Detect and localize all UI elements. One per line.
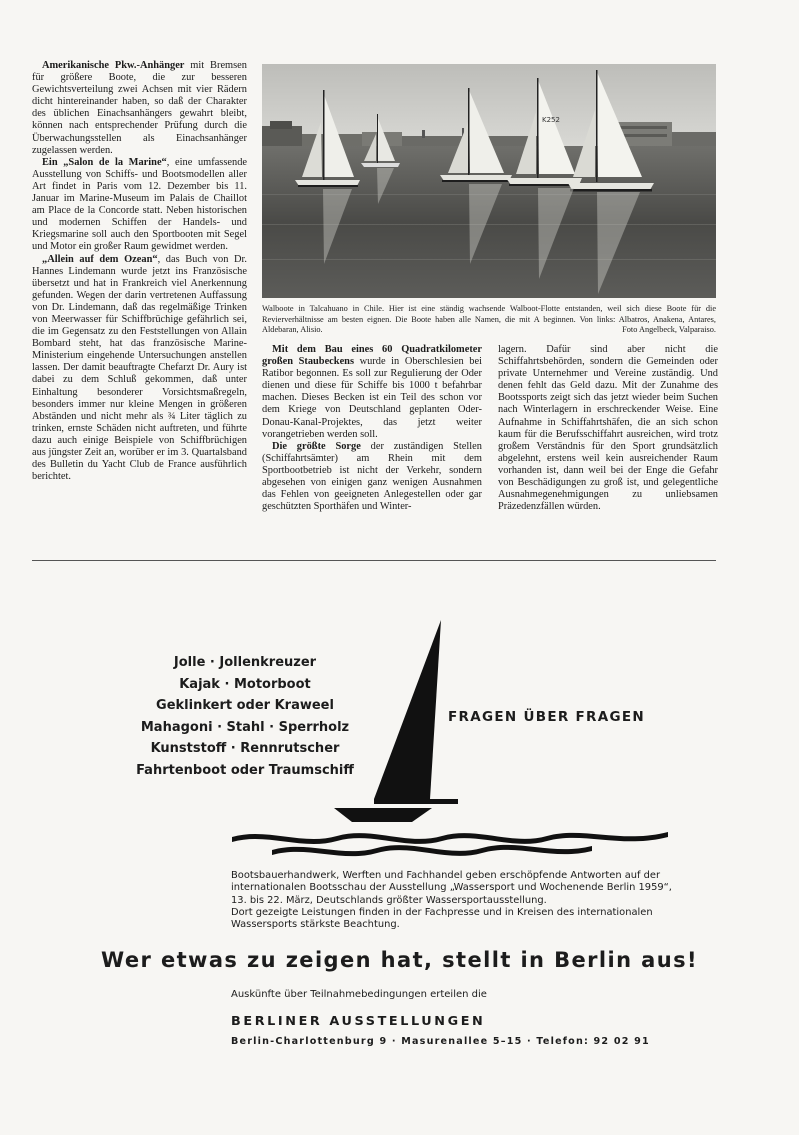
- paragraph-salon: Ein „Salon de la Marine“, eine umfassende Ausstellung von Schiffs- und Bootsmodellen aller Art findet in Paris vom 12. Dezember bis 11. Januar im Marine-Museum im Palais de Chaillot am Place de la Concorde statt. Neben historischen und modernen Schiffen der Handels- und Kriegsmarine soll auch den Sportbooten mit Segel und Motor ein großer Raum gewidmet werden.: [32, 156, 248, 253]
- ad-body-line: Bootsbauerhandwerk, Werften und Fachhandel geben erschöpfende Antworten auf der: [231, 870, 661, 881]
- ad-body-line: internationalen Bootsschau der Ausstellung „Wassersport und Wochenende Berlin 1959“,: [231, 882, 672, 894]
- photo-caption: [262, 304, 716, 336]
- paragraph-trailers: Amerikanische Pkw.-Anhänger mit Bremsen für größere Boote, die zur besseren Gewichtsverteilung zwei Achsen mit vier Rädern dicht hintereinander haben, so daß der Charakter des üblichen Einachsanhängers gewahrt bleibt, können nach entsprechender Prüfung durch die Überwachungsstellen als Einachsanhänger zugelassen werden.: [32, 60, 247, 156]
- section-divider: [32, 560, 716, 561]
- article-column-3: [498, 344, 718, 513]
- paragraph-concern: Die größte Sorge der zuständigen Stellen (Schiffahrtsämter) am Rhein mit dem Sportbootbetrieb ist nicht der Verkehr, sondern abgesehen von einigen ganz wenigen Ausnahmen das Fehlen von geeigneten Anlegestellen oder gar geschützten Sporthäfen und Winter-: [262, 440, 482, 513]
- ad-headline: FRAGEN ÜBER FRAGEN: [448, 709, 646, 725]
- paragraph-ocean: „Allein auf dem Ozean“, das Buch von Dr. Hannes Lindemann wurde jetzt ins Französische übersetzt und hat in Frankreich viel Anerkennung gefunden. Wegen der darin vertretenen Auffassung von Dr. Lindemann, daß das regelmäßige Trinken von Meerwasser für Schiffbrüchige gefährlich sei, die im Gegensatz zu den Feststellungen von Allain Bombard steht, hat das französische Marine-Ministerium eingehende Untersuchungen anstellen lassen. Der damit beauftragte Chefarzt Dr. Aury ist dabei zu dem Schluß gekommen, daß unter Einhaltung besonderer Vorsichtsmaßregeln, besonders immer nur kleine Mengen in größeren Abständen und nicht mehr als ¾ Liter täglich zu trinken, ernste Schäden nicht auftreten, und führte dazu auch einige Beispiele von Schiffbrüchigen aus jüngster Zeit an, worüber er im 3. Quartalsband des Bulletin du Yacht Club de France ausführlich berichtet.: [32, 253, 247, 483]
- ad-word-line: Fahrtenboot oder Traumschiff: [136, 762, 354, 778]
- photo-credit: Foto Angelbeck, Valparaiso.: [622, 325, 716, 335]
- ad-word-line: Geklinkert oder Kraweel: [156, 698, 334, 713]
- sailboats-photo: [262, 64, 716, 298]
- ad-body-line: 13. bis 22. März, Deutschlands größter Wassersportausstellung.: [231, 894, 547, 906]
- ad-body: [231, 870, 691, 931]
- ad-word-line: Mahagoni · Stahl · Sperrholz: [140, 719, 350, 735]
- ad-slogan: Wer etwas zu zeigen hat, stellt in Berlin aus!: [101, 948, 698, 972]
- sail-number: K252: [542, 116, 560, 124]
- article-column-2: [262, 344, 482, 513]
- paragraph-reservoir: Mit dem Bau eines 60 Quadratkilometer großen Staubeckens wurde in Oberschlesien bei Ratibor begonnen. Es soll zur Regulierung der Oder dienen und diese für Schiffe bis 1000 t befahrbar machen. Dieses Becken ist ein Teil des schon vor dem Kriege von Deutschland geplanten Oder-Donau-Kanal-Projektes, das jetzt weiter vorangetrieben werden soll.: [262, 344, 482, 440]
- ad-word-line: Kajak · Motorboot: [179, 676, 311, 692]
- sailboat-logo-icon: [232, 618, 670, 858]
- ad-company: BERLINER AUSSTELLUNGEN: [231, 1014, 486, 1029]
- caption-text: Walboote in Talcahuano in Chile. Hier ist eine ständig wachsende Walboot-Flotte entstanden, weil sich diese Boote für die Revierverhältnisse am besten eignen. Die Boote haben alle Namen, die mit A beginnen. Von links: Albatros, Anakena, Antares, Aldebaran, Alisio.: [262, 304, 716, 335]
- ad-word-line: Kunststoff · Rennrutscher: [150, 741, 340, 756]
- ad-info: Auskünfte über Teilnahmebedingungen erteilen die: [231, 989, 487, 1000]
- ad-address: Berlin-Charlottenburg 9 · Masurenallee 5–15 · Telefon: 92 02 91: [231, 1036, 650, 1047]
- ad-body-line: Dort gezeigte Leistungen finden in der Fachpresse und in Kreisen des internationalen: [231, 906, 653, 918]
- ad-body-line: Wassersports stärkste Beachtung.: [231, 919, 400, 931]
- article-column-1: [32, 60, 247, 483]
- paragraph-continued: lagern. Dafür sind aber nicht die Schiffahrtsbehörden, sondern die Gemeinden oder private Unternehmer und Vereine zuständig. Und denen fehlt das Geld dazu. Mit der Zunahme des Bootssports zeigt sich das jetzt wieder beim Suchen nach Winterlagern in erschreckender Weise. Eine Aufnahme in Schiffahrtshäfen, die an sich schon kaum für die Berufsschiffahrt ausreichen, wird trotz großem Verständnis für den Sport grundsätzlich abgelehnt, erstens weil kein ausreichender Raum vorhanden ist, dann weil bei der Enge die Gefahr von Beschädigungen zu groß ist, und gelegentliche Ausnahmegenehmigungen zu unliebsamen Präzedenzfällen würden.: [498, 344, 718, 513]
- ad-word-line: Jolle · Jollenkreuzer: [173, 655, 317, 670]
